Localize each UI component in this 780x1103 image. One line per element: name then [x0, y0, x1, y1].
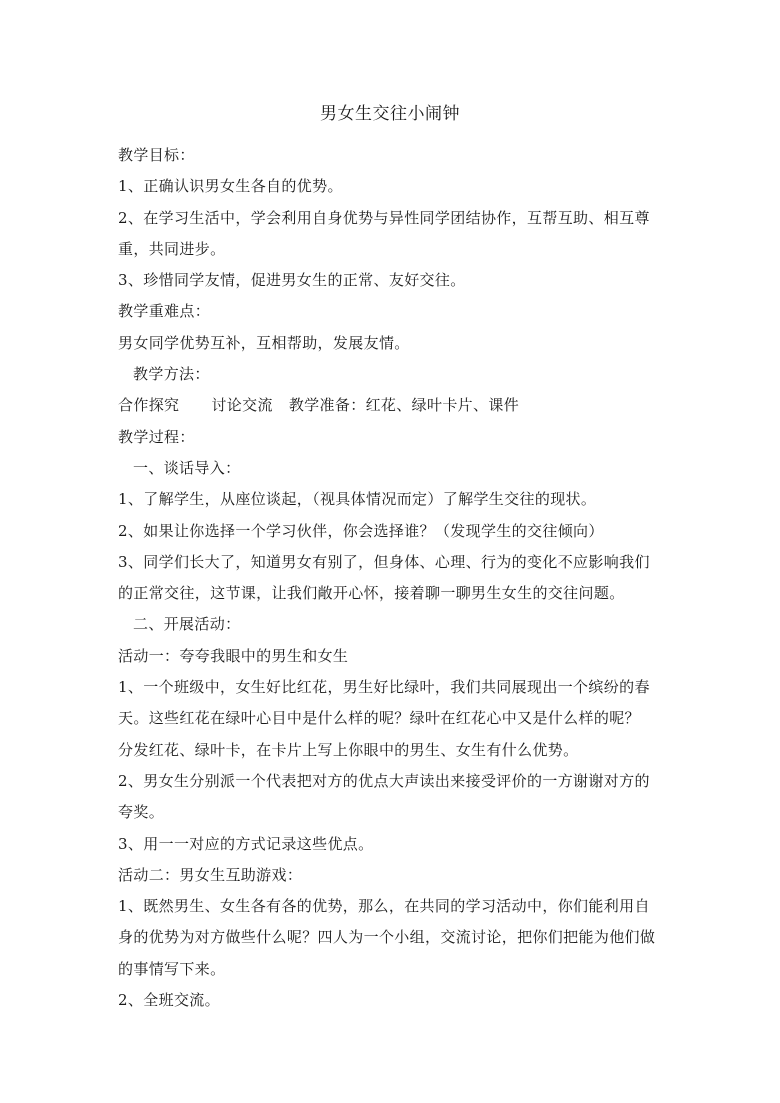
methods-line [118, 390, 666, 421]
method-item: 合作探究 [118, 396, 180, 415]
subsection-heading: 二、开展活动： [133, 615, 241, 634]
activity-item-continued: 的事情写下来。 [118, 959, 226, 978]
process-item: 1、了解学生，从座位谈起，（视具体情况而定）了解学生交往的现状。 [118, 490, 597, 509]
activity-heading: 活动一：夸夸我眼中的男生和女生 [118, 646, 349, 665]
section-heading-methods: 教学方法： [133, 365, 210, 384]
process-item: 3、同学们长大了，知道男女有别了，但身体、心理、行为的变化不应影响我们 [118, 552, 650, 571]
activity-item-continued: 身的优势为对方做些什么呢？四人为一个小组，交流讨论，把你们把能为他们做 [118, 928, 656, 947]
process-item-continued: 的正常交往，这节课，让我们敞开心怀，接着聊一聊男生女生的交往问题。 [118, 584, 625, 603]
activity-item: 3、用一一对应的方式记录这些优点。 [118, 834, 374, 853]
method-item: 讨论交流 [211, 396, 273, 415]
activity-item: 1、既然男生、女生各有各的优势，那么，在共同的学习活动中，你们能利用自 [118, 897, 650, 916]
activity-item-continued: 天。这些红花在绿叶心目中是什么样的呢？绿叶在红花心中又是什么样的呢？ [118, 709, 640, 728]
objective-item: 1、正确认识男女生各自的优势。 [118, 177, 343, 196]
activity-item: 1、一个班级中，女生好比红花，男生好比绿叶，我们共同展现出一个缤纷的春 [118, 678, 650, 697]
activity-item-continued: 分发红花、绿叶卡，在卡片上写上你眼中的男生、女生有什么优势。 [118, 740, 579, 759]
activity-heading: 活动二：男女生互助游戏： [118, 865, 303, 884]
objective-item: 3、珍惜同学友情，促进男女生的正常、友好交往。 [118, 271, 466, 290]
teaching-preparation: 教学准备：红花、绿叶卡片、课件 [288, 396, 520, 415]
activity-item-continued: 夸奖。 [118, 803, 165, 822]
section-heading-process: 教学过程： [118, 427, 195, 446]
document-title: 男女生交往小闹钟 [320, 104, 460, 124]
section-heading-objectives: 教学目标： [118, 146, 195, 164]
objective-item: 2、在学习生活中，学会利用自身优势与异性同学团结协作，互帮互助、相互尊 [118, 208, 650, 227]
document-body [118, 140, 666, 1016]
key-points-text: 男女同学优势互补，互相帮助，发展友情。 [118, 333, 410, 352]
activity-item: 2、男女生分别派一个代表把对方的优点大声读出来接受评价的一方谢谢对方的 [118, 771, 650, 790]
section-heading-key-points: 教学重难点： [118, 302, 211, 321]
process-item: 2、如果让你选择一个学习伙伴，你会选择谁？（发现学生的交往倾向） [118, 521, 604, 540]
objective-item-continued: 重，共同进步。 [118, 239, 226, 258]
subsection-heading: 一、谈话导入： [133, 458, 241, 477]
activity-item: 2、全班交流。 [118, 991, 220, 1010]
